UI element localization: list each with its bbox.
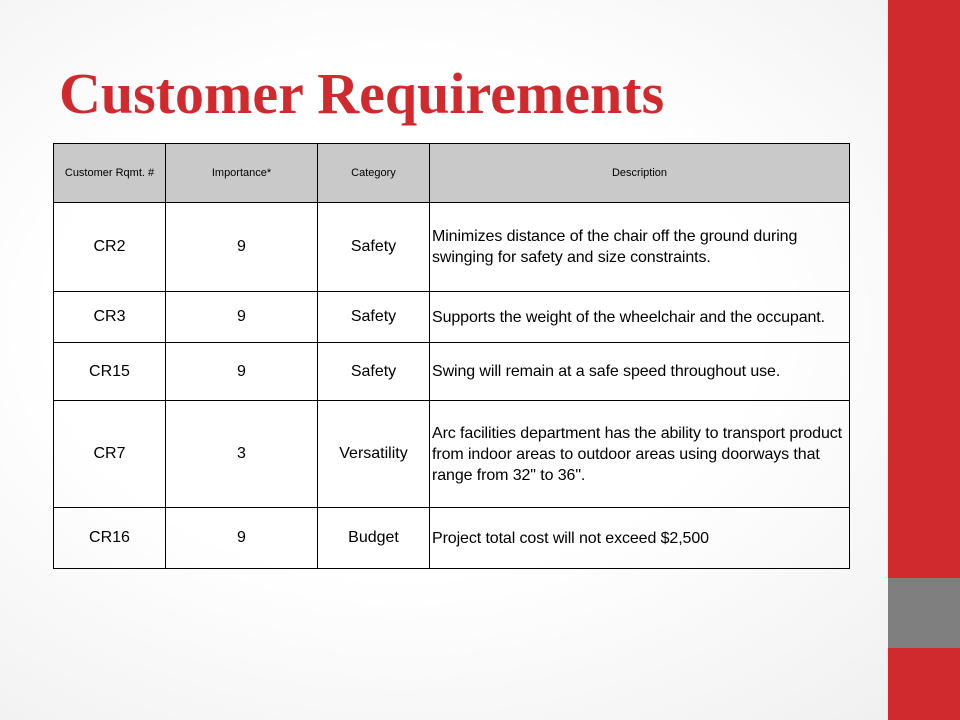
header-category: Category [318,144,430,203]
cell-importance: 3 [166,401,318,508]
cell-importance: 9 [166,292,318,343]
right-bar-gray [888,578,960,648]
cell-requirement-id: CR16 [54,508,166,569]
table-row [54,292,850,343]
cell-description: Project total cost will not exceed $2,500 [430,508,850,569]
header-description: Description [430,144,850,203]
cell-requirement-id: CR7 [54,401,166,508]
right-decorative-bar [888,0,960,720]
cell-category: Safety [318,203,430,292]
cell-requirement-id: CR3 [54,292,166,343]
cell-importance: 9 [166,203,318,292]
cell-description: Supports the weight of the wheelchair and the occupant. [430,292,850,343]
header-requirement-id: Customer Rqmt. # [54,144,166,203]
right-bar-red-top [888,0,960,578]
table-header-row [54,144,850,203]
right-bar-red-bottom [888,648,960,720]
cell-category: Budget [318,508,430,569]
header-importance: Importance* [166,144,318,203]
cell-category: Versatility [318,401,430,508]
cell-importance: 9 [166,343,318,401]
table-row [54,203,850,292]
table-row [54,508,850,569]
cell-requirement-id: CR15 [54,343,166,401]
table-row [54,401,850,508]
cell-description: Swing will remain at a safe speed throughout use. [430,343,850,401]
slide-title: Customer Requirements [59,61,665,126]
table-row [54,343,850,401]
cell-category: Safety [318,343,430,401]
cell-description: Arc facilities department has the ability to transport product from indoor areas to outdoor areas using doorways that range from 32" to 36". [430,401,850,508]
cell-category: Safety [318,292,430,343]
cell-importance: 9 [166,508,318,569]
cell-description: Minimizes distance of the chair off the ground during swinging for safety and size constraints. [430,203,850,292]
cell-requirement-id: CR2 [54,203,166,292]
requirements-table [53,143,850,569]
